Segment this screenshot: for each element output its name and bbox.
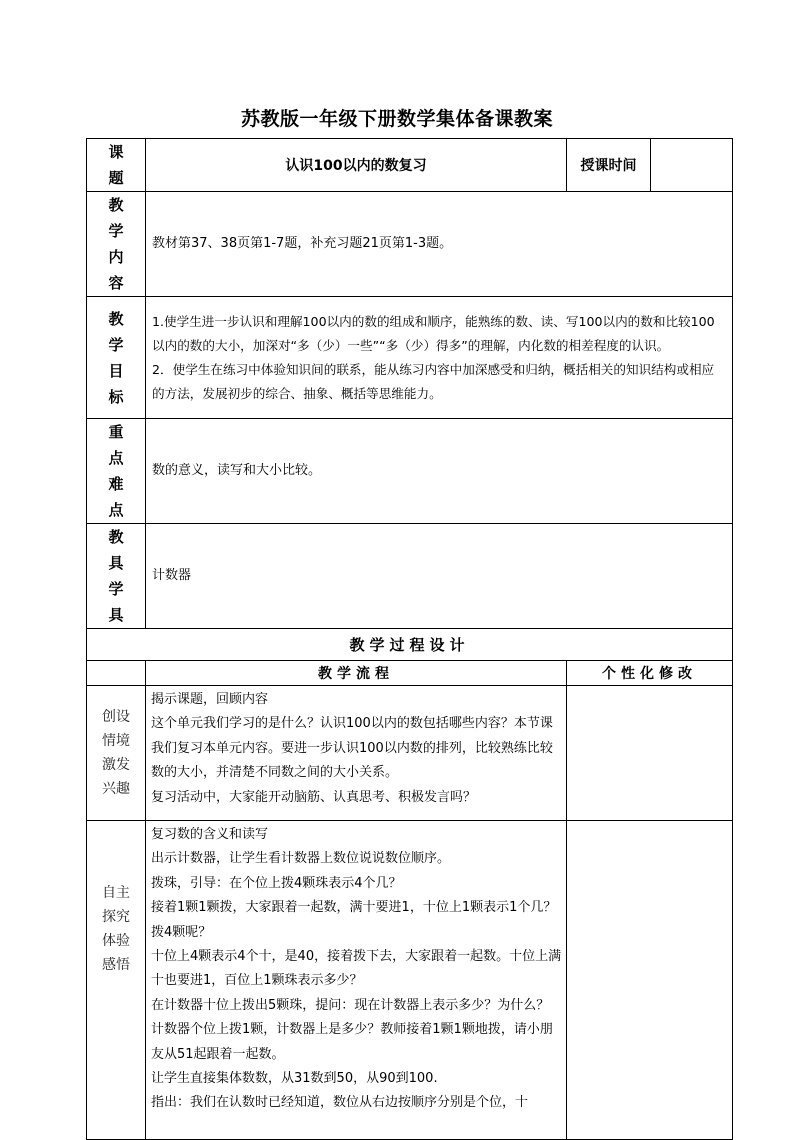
flow-paragraph: 让学生直接集体数数，从31数到50，从90到100. (151, 1071, 438, 1087)
flow-paragraph: 在计数器十位上拨出5颗珠，提问：现在计数器上表示多少？为什么？ (151, 997, 550, 1013)
stage-name (87, 686, 146, 821)
lesson-plan-table (86, 138, 733, 1140)
stage-name-line: 探究 (102, 909, 130, 925)
stage-name-line: 自主 (102, 885, 130, 901)
key-label-line: 重 点 (108, 423, 138, 467)
content-row (87, 192, 733, 297)
process-heading: 教学过程设计 (87, 629, 733, 661)
stage-name-line: 感悟 (102, 957, 130, 973)
stage-row (87, 821, 733, 1140)
time-label: 授课时间 (567, 139, 651, 192)
modify-column-header: 个性化修改 (567, 661, 733, 686)
goals-text (146, 297, 733, 419)
time-value (651, 139, 733, 192)
flow-paragraph: 复习数的含义和读写 (151, 827, 269, 842)
goals-label-line: 教 学 (108, 309, 138, 354)
stage-name-line: 情境 (102, 733, 130, 749)
tools-text: 计数器 (146, 524, 733, 629)
tools-label-line: 教 具 (108, 528, 138, 572)
topic-label: 课 题 (87, 139, 146, 192)
tools-label-line: 学 具 (108, 580, 138, 624)
flow-paragraph: 接着1颗1颗拨，大家跟着一起数，满十要进1，十位上1颗表示1个几？拨4颗呢？ (151, 900, 557, 940)
content-label-line: 内 容 (108, 248, 138, 292)
goals-label (87, 297, 146, 419)
topic-value: 认识100以内的数复习 (146, 139, 567, 192)
stage-name-line: 体验 (102, 933, 130, 949)
goals-row (87, 297, 733, 419)
goal-item: 2．使学生在练习中体验知识间的联系，能从练习内容中加深感受和归纳，概括相关的知识结构或相应的方法，发展初步的综合、抽象、概括等思维能力。 (152, 361, 715, 401)
flow-column-header: 教学流程 (146, 661, 567, 686)
key-row (87, 419, 733, 524)
stage-name (87, 821, 146, 1140)
stage-flow-text (146, 821, 567, 1140)
process-heading-row (87, 629, 733, 661)
stage-name-line: 激发 (102, 757, 130, 773)
tools-label (87, 524, 146, 629)
content-label (87, 192, 146, 297)
flow-paragraph: 出示计数器，让学生看计数器上数位说说数位顺序。 (151, 851, 451, 867)
flow-paragraph: 这个单元我们学习的是什么？认识100以内的数包括哪些内容？本节课我们复习本单元内容。要进一步认识100以内数的排列，比较熟练比较数的大小，并清楚不同数之间的大小关系。 (151, 716, 553, 781)
content-label-line: 教 学 (108, 196, 138, 240)
stage-row (87, 686, 733, 821)
stage-column-header (87, 661, 146, 686)
flow-paragraph: 指出：我们在认数时已经知道，数位从右边按顺序分别是个位，十 (151, 1095, 529, 1111)
content-text: 教材第37、38页第1-7题，补充习题21页第1-3题。 (146, 192, 733, 297)
stage-flow-text (146, 686, 567, 821)
flow-paragraph: 计数器个位上拨1颗，计数器上是多少？教师接着1颗1颗地拨，请小朋友从51起跟着一起数。 (151, 1022, 553, 1062)
flow-paragraph: 拨珠，引导：在个位上拨4颗珠表示4个几？ (151, 875, 402, 891)
goals-label-line: 目 标 (108, 361, 138, 406)
stage-name-line: 兴趣 (102, 781, 130, 797)
stage-name-line: 创设 (102, 709, 130, 725)
process-columns-row (87, 661, 733, 686)
stage-modify-note (567, 821, 733, 1140)
goal-item: 1.使学生进一步认识和理解100以内的数的组成和顺序，能熟练的数、读、写100以内的数和比较100以内的数的大小，加深对“多（少）一些”“多（少）得多”的理解，内化数的相差程度的认识。 (152, 313, 715, 353)
flow-paragraph: 复习活动中，大家能开动脑筋、认真思考、积极发言吗？ (151, 789, 477, 805)
flow-paragraph: 十位上4颗表示4个十，是40，接着拨下去，大家跟着一起数。十位上满十也要进1，百位上1颗珠表示多少？ (151, 949, 562, 989)
flow-paragraph: 揭示课题，回顾内容 (151, 692, 269, 707)
document-title: 苏教版一年级下册数学集体备课教案 (240, 108, 553, 130)
topic-row (87, 139, 733, 192)
tools-row (87, 524, 733, 629)
key-label-line: 难 点 (108, 475, 138, 519)
key-text: 数的意义，读写和大小比较。 (146, 419, 733, 524)
key-label (87, 419, 146, 524)
stage-modify-note (567, 686, 733, 821)
